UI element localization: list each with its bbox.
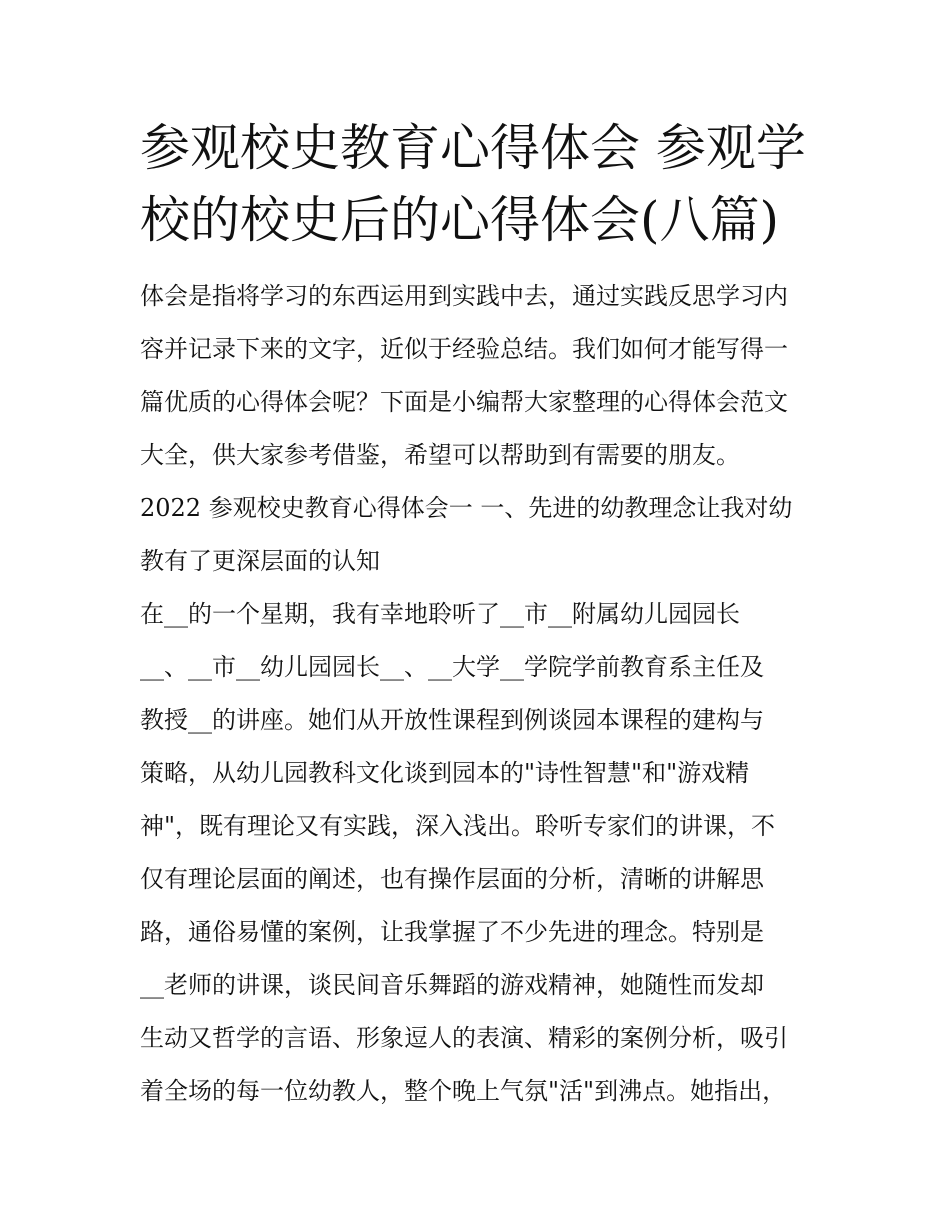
section-heading-paragraph: [140, 482, 812, 588]
text-line: 生动又哲学的言语、形象逗人的表演、精彩的案例分析，吸引: [140, 1024, 788, 1052]
title-line: 校的校史后的心得体会(八篇): [140, 191, 780, 249]
body-paragraph: [140, 588, 812, 1118]
text-line: 2022 参观校史教育心得体会一 一、先进的幼教理念让我对幼: [140, 494, 793, 522]
text-line: 策略，从幼儿园教科文化谈到园本的"诗性智慧"和"游戏精: [140, 759, 750, 787]
text-line: 着全场的每一位幼教人，整个晚上气氛"活"到沸点。她指出，: [140, 1077, 787, 1105]
text-line: __、__市__幼儿园园长__、__大学__学院学前教育系主任及: [140, 653, 764, 681]
text-line: 教有了更深层面的认知: [140, 547, 380, 575]
text-line: 教授__的讲座。她们从开放性课程到例谈园本课程的建构与: [140, 706, 764, 734]
text-line: 篇优质的心得体会呢？下面是小编帮大家整理的心得体会范文: [140, 388, 788, 416]
text-line: 在__的一个星期，我有幸地聆听了__市__附属幼儿园园长: [140, 600, 740, 628]
text-line: 路，通俗易懂的案例，让我掌握了不少先进的理念。特别是: [140, 918, 764, 946]
text-line: 体会是指将学习的东西运用到实践中去，通过实践反思学习内: [140, 282, 788, 310]
intro-paragraph: [140, 270, 812, 482]
text-line: 神"，既有理论又有实践，深入浅出。聆听专家们的讲课，不: [140, 812, 776, 840]
title-line: 参观校史教育心得体会 参观学: [140, 119, 806, 177]
document-title: [140, 112, 812, 256]
text-line: __老师的讲课，谈民间音乐舞蹈的游戏精神，她随性而发却: [140, 971, 764, 999]
text-line: 容并记录下来的文字，近似于经验总结。我们如何才能写得一: [140, 335, 788, 363]
document-page: [140, 112, 812, 1118]
text-line: 大全，供大家参考借鉴，希望可以帮助到有需要的朋友。: [140, 441, 740, 469]
text-line: 仅有理论层面的阐述，也有操作层面的分析，清晰的讲解思: [140, 865, 764, 893]
